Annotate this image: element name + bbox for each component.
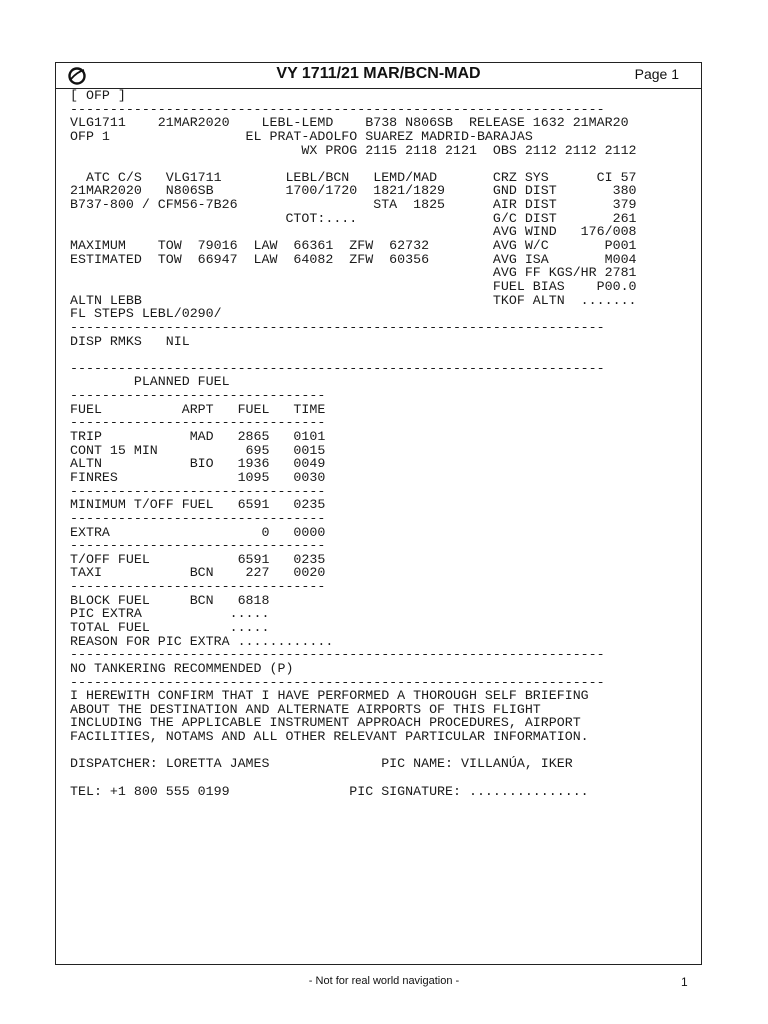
ofp-line: ------------------------------------------------------------------- bbox=[70, 674, 605, 690]
ofp-line: BLOCK FUEL BCN 6818 bbox=[70, 592, 270, 608]
ofp-line: -------------------------------- bbox=[70, 388, 326, 404]
ofp-line: -------------------------------- bbox=[70, 483, 326, 499]
ofp-line: MAXIMUM TOW 79016 LAW 66361 ZFW 62732 AVG W/C P001 bbox=[70, 238, 637, 254]
ofp-line: TAXI BCN 227 0020 bbox=[70, 565, 326, 581]
ofp-line: I HEREWITH CONFIRM THAT I HAVE PERFORMED A THOROUGH SELF BRIEFING bbox=[70, 688, 589, 704]
ofp-line: FINRES 1095 0030 bbox=[70, 469, 326, 485]
page-label: Page 1 bbox=[634, 66, 679, 82]
ofp-line: PIC EXTRA ..... bbox=[70, 606, 270, 622]
ofp-line: VLG1711 21MAR2020 LEBL-LEMD B738 N806SB RELEASE 1632 21MAR20 bbox=[70, 115, 629, 131]
footer-disclaimer: - Not for real world navigation - bbox=[308, 975, 460, 987]
ofp-line: ------------------------------------------------------------------- bbox=[70, 319, 605, 335]
ofp-line: B737-800 / CFM56-7B26 STA 1825 AIR DIST 379 bbox=[70, 197, 637, 213]
ofp-line: DISPATCHER: LORETTA JAMES PIC NAME: VILLANÚA, IKER bbox=[70, 756, 573, 772]
ofp-line: WX PROG 2115 2118 2121 OBS 2112 2112 2112 bbox=[70, 142, 637, 158]
ofp-line: DISP RMKS NIL bbox=[70, 333, 190, 349]
ofp-line: -------------------------------- bbox=[70, 579, 326, 595]
ofp-line: NO TANKERING RECOMMENDED (P) bbox=[70, 660, 294, 676]
ofp-line bbox=[70, 744, 637, 758]
ofp-line: TOTAL FUEL ..... bbox=[70, 619, 270, 635]
ofp-line: MINIMUM T/OFF FUEL 6591 0235 bbox=[70, 497, 326, 513]
ofp-line: ------------------------------------------------------------------- bbox=[70, 101, 605, 117]
ofp-line: ABOUT THE DESTINATION AND ALTERNATE AIRPORTS OF THIS FLIGHT bbox=[70, 701, 541, 717]
ofp-line: AVG WIND 176/008 bbox=[70, 224, 637, 240]
ofp-line: FL STEPS LEBL/0290/ bbox=[70, 306, 222, 322]
ofp-line: ALTN LEBB TKOF ALTN ....... bbox=[70, 292, 637, 308]
ofp-line: TEL: +1 800 555 0199 PIC SIGNATURE: ............... bbox=[70, 783, 589, 799]
ofp-line: -------------------------------- bbox=[70, 415, 326, 431]
document-header bbox=[56, 63, 701, 89]
ofp-line: ALTN BIO 1936 0049 bbox=[70, 456, 326, 472]
ofp-line: INCLUDING THE APPLICABLE INSTRUMENT APPROACH PROCEDURES, AIRPORT bbox=[70, 715, 581, 731]
ofp-line: OFP 1 EL PRAT-ADOLFO SUAREZ MADRID-BARAJAS bbox=[70, 128, 533, 144]
footer-page-number: 1 bbox=[681, 975, 688, 989]
ofp-line: REASON FOR PIC EXTRA ............ bbox=[70, 633, 334, 649]
ofp-line: FUEL BIAS P00.0 bbox=[70, 278, 637, 294]
ofp-line: -------------------------------- bbox=[70, 510, 326, 526]
ofp-line: AVG FF KGS/HR 2781 bbox=[70, 265, 637, 281]
ofp-sheet bbox=[55, 62, 702, 965]
ofp-line: [ OFP ] bbox=[70, 88, 126, 103]
flight-title: VY 1711/21 MAR/BCN-MAD bbox=[276, 65, 481, 82]
ofp-line: TRIP MAD 2865 0101 bbox=[70, 429, 326, 445]
ofp-line: FUEL ARPT FUEL TIME bbox=[70, 401, 326, 417]
ofp-line: PLANNED FUEL bbox=[70, 374, 230, 390]
ofp-line bbox=[70, 771, 637, 785]
ofp-line: CONT 15 MIN 695 0015 bbox=[70, 442, 326, 458]
ofp-line bbox=[70, 157, 637, 171]
ofp-line: ------------------------------------------------------------------- bbox=[70, 647, 605, 663]
ofp-line: 21MAR2020 N806SB 1700/1720 1821/1829 GND DIST 380 bbox=[70, 183, 637, 199]
ofp-line: ATC C/S VLG1711 LEBL/BCN LEMD/MAD CRZ SYS CI 57 bbox=[70, 169, 637, 185]
ofp-body bbox=[70, 89, 637, 798]
ofp-line: EXTRA 0 0000 bbox=[70, 524, 326, 540]
ofp-line: -------------------------------- bbox=[70, 538, 326, 554]
ofp-line: FACILITIES, NOTAMS AND ALL OTHER RELEVANT PARTICULAR INFORMATION. bbox=[70, 729, 589, 745]
ofp-line: T/OFF FUEL 6591 0235 bbox=[70, 551, 326, 567]
ofp-line: CTOT:.... G/C DIST 261 bbox=[70, 210, 637, 226]
ofp-line: ------------------------------------------------------------------- bbox=[70, 360, 605, 376]
ofp-line: ESTIMATED TOW 66947 LAW 64082 ZFW 60356 AVG ISA M004 bbox=[70, 251, 637, 267]
ofp-line bbox=[70, 348, 637, 362]
